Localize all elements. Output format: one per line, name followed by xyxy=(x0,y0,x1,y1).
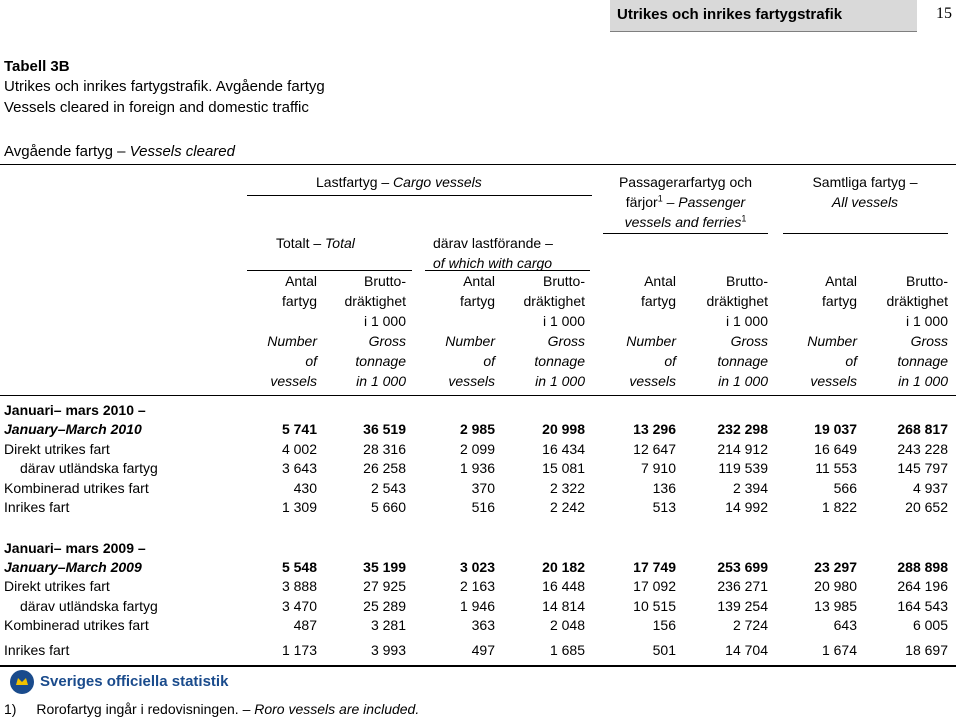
colhead-en: in 1 000 xyxy=(718,373,768,389)
row-label: January–March 2009 xyxy=(4,559,142,575)
subgroup-total-sv: Totalt – xyxy=(276,235,326,251)
col-vessels-header-antal2: fartyg xyxy=(281,293,317,309)
table-cell: 501 xyxy=(652,642,676,658)
colhead-en: tonnage xyxy=(897,353,948,369)
table-row xyxy=(0,615,960,635)
col-vessels-header-number3 xyxy=(576,371,676,391)
row-label: Inrikes fart xyxy=(4,499,70,515)
table-row xyxy=(0,640,960,660)
table-cell: 1 674 xyxy=(821,642,857,658)
subgroup-with-cargo-sv: därav lastförande – xyxy=(433,235,553,251)
table-cell: 497 xyxy=(471,642,495,658)
col-tonnage-header-brutto2: dräktighet xyxy=(886,293,948,309)
table-cell: 28 316 xyxy=(363,441,406,457)
row-label: January–March 2010 xyxy=(4,421,142,437)
table-cell: 5 660 xyxy=(370,499,406,515)
table-cell: 119 539 xyxy=(718,460,768,476)
table-bottom-rule xyxy=(0,665,956,667)
row-label: Januari– mars 2010 – xyxy=(4,402,146,418)
col-tonnage-header-brutto3: i 1 000 xyxy=(725,313,768,329)
row-label: Kombinerad utrikes fart xyxy=(4,617,149,633)
section-heading xyxy=(4,142,235,162)
table-cell: 14 992 xyxy=(725,499,768,515)
table-row xyxy=(0,478,960,498)
col-vessels-header-number3 xyxy=(217,371,317,391)
subgroup-with-cargo xyxy=(433,233,553,273)
table-cell: 2 322 xyxy=(549,480,585,496)
all-group-rule xyxy=(783,233,948,234)
col-tonnage-header-brutto3: i 1 000 xyxy=(905,313,948,329)
passenger-group-rule xyxy=(603,233,768,234)
sos-logo-text: Sveriges officiella statistik xyxy=(40,673,229,690)
col-tonnage-header-gross2 xyxy=(485,351,585,371)
footnote-marker-2: 1 xyxy=(741,213,747,224)
sos-crown-icon xyxy=(8,669,36,695)
footnote xyxy=(4,699,419,719)
table-cell: 253 699 xyxy=(717,559,768,575)
group-all-en: All vessels xyxy=(831,194,899,210)
table-cell: 487 xyxy=(293,617,317,633)
table-cell: 3 993 xyxy=(370,642,406,658)
table-cell: 7 910 xyxy=(640,460,676,476)
section-heading-en: Vessels cleared xyxy=(129,143,235,160)
table-cell: 10 515 xyxy=(633,598,676,614)
col-vessels-header-antal1: Antal xyxy=(644,273,676,289)
table-cell: 156 xyxy=(652,617,676,633)
col-vessels-header-number3 xyxy=(395,371,495,391)
table-cell: 145 797 xyxy=(897,460,948,476)
table-cell: 1 309 xyxy=(281,499,317,515)
group-all-sv: Samtliga fartyg – xyxy=(812,174,918,190)
table-cell: 2 242 xyxy=(549,499,585,515)
table-cell: 2 985 xyxy=(459,421,495,437)
table-row xyxy=(0,439,960,459)
table-row xyxy=(0,497,960,517)
row-label: därav utländska fartyg xyxy=(20,460,158,476)
footnote-sv: Rorofartyg ingår i redovisningen. – xyxy=(36,701,255,717)
table-cell: 13 296 xyxy=(633,421,676,437)
table-cell: 1 685 xyxy=(549,642,585,658)
table-cell: 264 196 xyxy=(897,578,948,594)
col-vessels-header-antal1: Antal xyxy=(285,273,317,289)
table-cell: 3 023 xyxy=(459,559,495,575)
table-cell: 243 228 xyxy=(897,441,948,457)
table-cell: 214 912 xyxy=(717,441,768,457)
colhead-en: of xyxy=(664,353,676,369)
col-tonnage-header-brutto3: i 1 000 xyxy=(542,313,585,329)
cargo-group-rule xyxy=(247,195,592,196)
table-cell: 370 xyxy=(471,480,495,496)
table-cell: 232 298 xyxy=(717,421,768,437)
running-header-title: Utrikes och inrikes fartygstrafik xyxy=(617,6,843,23)
table-cell: 17 092 xyxy=(633,578,676,594)
header-bottom-rule xyxy=(0,395,956,396)
row-label: Direkt utrikes fart xyxy=(4,441,110,457)
table-cell: 16 434 xyxy=(542,441,585,457)
table-row xyxy=(0,596,960,616)
table-cell: 35 199 xyxy=(363,559,406,575)
page-number: 15 xyxy=(936,5,952,22)
table-cell: 268 817 xyxy=(897,421,948,437)
col-tonnage-header-brutto3: i 1 000 xyxy=(363,313,406,329)
table-cell: 15 081 xyxy=(542,460,585,476)
col-tonnage-header-gross3 xyxy=(485,371,585,391)
table-cell: 4 937 xyxy=(912,480,948,496)
section-heading-sv: Avgående fartyg – xyxy=(4,143,130,160)
col-tonnage-header-brutto2: dräktighet xyxy=(344,293,406,309)
table-number: Tabell 3B xyxy=(4,58,70,75)
col-vessels-header-number2 xyxy=(576,351,676,371)
table-cell: 25 289 xyxy=(363,598,406,614)
colhead-en: in 1 000 xyxy=(535,373,585,389)
table-cell: 20 652 xyxy=(905,499,948,515)
table-cell: 3 281 xyxy=(370,617,406,633)
colhead-en: tonnage xyxy=(534,353,585,369)
col-tonnage-header-brutto1: Brutto- xyxy=(363,273,406,289)
table-cell: 20 998 xyxy=(542,421,585,437)
subgroup-with-cargo-en: of which with cargo xyxy=(433,255,553,271)
col-vessels-header-antal1: Antal xyxy=(463,273,495,289)
colhead-en: vessels xyxy=(629,373,676,389)
colhead-en: Gross xyxy=(368,333,406,349)
colhead-en: Gross xyxy=(910,333,948,349)
col-tonnage-header-brutto2: dräktighet xyxy=(706,293,768,309)
table-cell: 136 xyxy=(652,480,676,496)
subgroup-total xyxy=(276,233,355,253)
colhead-en: of xyxy=(483,353,495,369)
colhead-en: Number xyxy=(267,333,317,349)
footnote-number: 1) xyxy=(4,701,17,717)
table-row xyxy=(0,458,960,478)
table-section-row xyxy=(0,538,960,558)
colhead-en: Number xyxy=(445,333,495,349)
group-passenger-en: – Passenger xyxy=(662,194,746,210)
colhead-en: vessels xyxy=(448,373,495,389)
table-section-row xyxy=(0,400,960,420)
colhead-en: Number xyxy=(626,333,676,349)
table-cell: 5 741 xyxy=(281,421,317,437)
group-passenger-ferries: färjor xyxy=(625,194,658,210)
table-cell: 2 394 xyxy=(732,480,768,496)
table-cell: 14 704 xyxy=(725,642,768,658)
subgroup-total-en: Total xyxy=(325,235,355,251)
table-cell: 27 925 xyxy=(363,578,406,594)
table-cell: 23 297 xyxy=(814,559,857,575)
col-vessels-header-number1 xyxy=(395,331,495,351)
col-vessels-header-number1 xyxy=(576,331,676,351)
table-cell: 19 037 xyxy=(814,421,857,437)
table-cell: 6 005 xyxy=(912,617,948,633)
table-cell: 2 543 xyxy=(370,480,406,496)
col-tonnage-header-gross3 xyxy=(306,371,406,391)
col-vessels-header-number1 xyxy=(757,331,857,351)
colhead-en: vessels xyxy=(810,373,857,389)
col-tonnage-header-gross2 xyxy=(848,351,948,371)
table-row xyxy=(0,419,960,439)
table-cell: 2 724 xyxy=(732,617,768,633)
sos-logo xyxy=(8,669,228,695)
table-cell: 2 099 xyxy=(459,441,495,457)
colhead-en: tonnage xyxy=(355,353,406,369)
col-tonnage-header-gross1 xyxy=(306,331,406,351)
colhead-en: Gross xyxy=(547,333,585,349)
colhead-en: in 1 000 xyxy=(898,373,948,389)
table-cell: 513 xyxy=(652,499,676,515)
table-cell: 11 553 xyxy=(815,460,857,476)
group-cargo-en: Cargo vessels xyxy=(393,174,482,190)
colhead-en: Gross xyxy=(730,333,768,349)
col-tonnage-header-brutto1: Brutto- xyxy=(905,273,948,289)
colhead-en: in 1 000 xyxy=(356,373,406,389)
col-vessels-header-number2 xyxy=(217,351,317,371)
table-cell: 1 822 xyxy=(821,499,857,515)
table-cell: 516 xyxy=(471,499,495,515)
col-tonnage-header-gross2 xyxy=(306,351,406,371)
table-cell: 1 173 xyxy=(281,642,317,658)
col-tonnage-header-gross3 xyxy=(848,371,948,391)
group-passenger-line3 xyxy=(598,212,773,232)
row-label: Kombinerad utrikes fart xyxy=(4,480,149,496)
table-cell: 12 647 xyxy=(633,441,676,457)
table-cell: 566 xyxy=(833,480,857,496)
table-cell: 17 749 xyxy=(633,559,676,575)
col-tonnage-header-brutto1: Brutto- xyxy=(725,273,768,289)
table-title-en: Vessels cleared in foreign and domestic traffic xyxy=(4,99,309,116)
table-cell: 164 543 xyxy=(897,598,948,614)
group-passenger-vessels xyxy=(598,172,773,232)
colhead-en: vessels xyxy=(270,373,317,389)
colhead-en: Number xyxy=(807,333,857,349)
table-cell: 5 548 xyxy=(281,559,317,575)
table-cell: 1 946 xyxy=(459,598,495,614)
table-cell: 4 002 xyxy=(281,441,317,457)
table-cell: 1 936 xyxy=(459,460,495,476)
table-cell: 16 649 xyxy=(814,441,857,457)
colhead-en: of xyxy=(305,353,317,369)
row-label: Januari– mars 2009 – xyxy=(4,540,146,556)
table-cell: 14 814 xyxy=(542,598,585,614)
table-cell: 236 271 xyxy=(717,578,768,594)
col-tonnage-header-brutto2: dräktighet xyxy=(523,293,585,309)
group-all-vessels xyxy=(780,172,950,212)
group-cargo-sv: Lastfartyg – xyxy=(316,174,394,190)
table-row xyxy=(0,576,960,596)
table-cell: 18 697 xyxy=(905,642,948,658)
table-cell: 3 470 xyxy=(281,598,317,614)
col-vessels-header-number2 xyxy=(757,351,857,371)
col-tonnage-header-gross1 xyxy=(668,331,768,351)
col-vessels-header-number1 xyxy=(217,331,317,351)
table-cell: 3 643 xyxy=(281,460,317,476)
row-label: Direkt utrikes fart xyxy=(4,578,110,594)
footnote-en: Roro vessels are included. xyxy=(254,701,420,717)
col-vessels-header-number3 xyxy=(757,371,857,391)
group-passenger-sv: Passagerarfartyg och xyxy=(618,174,753,190)
table-cell: 20 182 xyxy=(542,559,585,575)
table-cell: 16 448 xyxy=(542,578,585,594)
table-cell: 363 xyxy=(471,617,495,633)
colhead-en: tonnage xyxy=(717,353,768,369)
table-cell: 288 898 xyxy=(897,559,948,575)
col-vessels-header-antal2: fartyg xyxy=(640,293,676,309)
col-tonnage-header-gross2 xyxy=(668,351,768,371)
colhead-en: of xyxy=(845,353,857,369)
table-cell: 430 xyxy=(293,480,317,496)
row-label: därav utländska fartyg xyxy=(20,598,158,614)
row-label: Inrikes fart xyxy=(4,642,70,658)
group-passenger-line2 xyxy=(598,192,773,212)
table-cell: 643 xyxy=(833,617,857,633)
group-passenger-en2: vessels and ferries xyxy=(624,214,742,230)
col-vessels-header-number2 xyxy=(395,351,495,371)
table-cell: 2 163 xyxy=(459,578,495,594)
col-tonnage-header-gross1 xyxy=(485,331,585,351)
col-tonnage-header-gross1 xyxy=(848,331,948,351)
table-cell: 139 254 xyxy=(717,598,768,614)
table-cell: 26 258 xyxy=(363,460,406,476)
col-vessels-header-antal1: Antal xyxy=(825,273,857,289)
table-row xyxy=(0,557,960,577)
table-cell: 3 888 xyxy=(281,578,317,594)
col-vessels-header-antal2: fartyg xyxy=(821,293,857,309)
top-rule xyxy=(0,164,956,165)
table-cell: 20 980 xyxy=(814,578,857,594)
table-cell: 13 985 xyxy=(814,598,857,614)
table-title-sv: Utrikes och inrikes fartygstrafik. Avgående fartyg xyxy=(4,78,325,95)
table-cell: 2 048 xyxy=(549,617,585,633)
col-tonnage-header-brutto1: Brutto- xyxy=(542,273,585,289)
col-tonnage-header-gross3 xyxy=(668,371,768,391)
table-cell: 36 519 xyxy=(363,421,406,437)
col-vessels-header-antal2: fartyg xyxy=(459,293,495,309)
group-cargo-vessels xyxy=(316,172,482,192)
footnote-marker: 1 xyxy=(657,193,663,204)
